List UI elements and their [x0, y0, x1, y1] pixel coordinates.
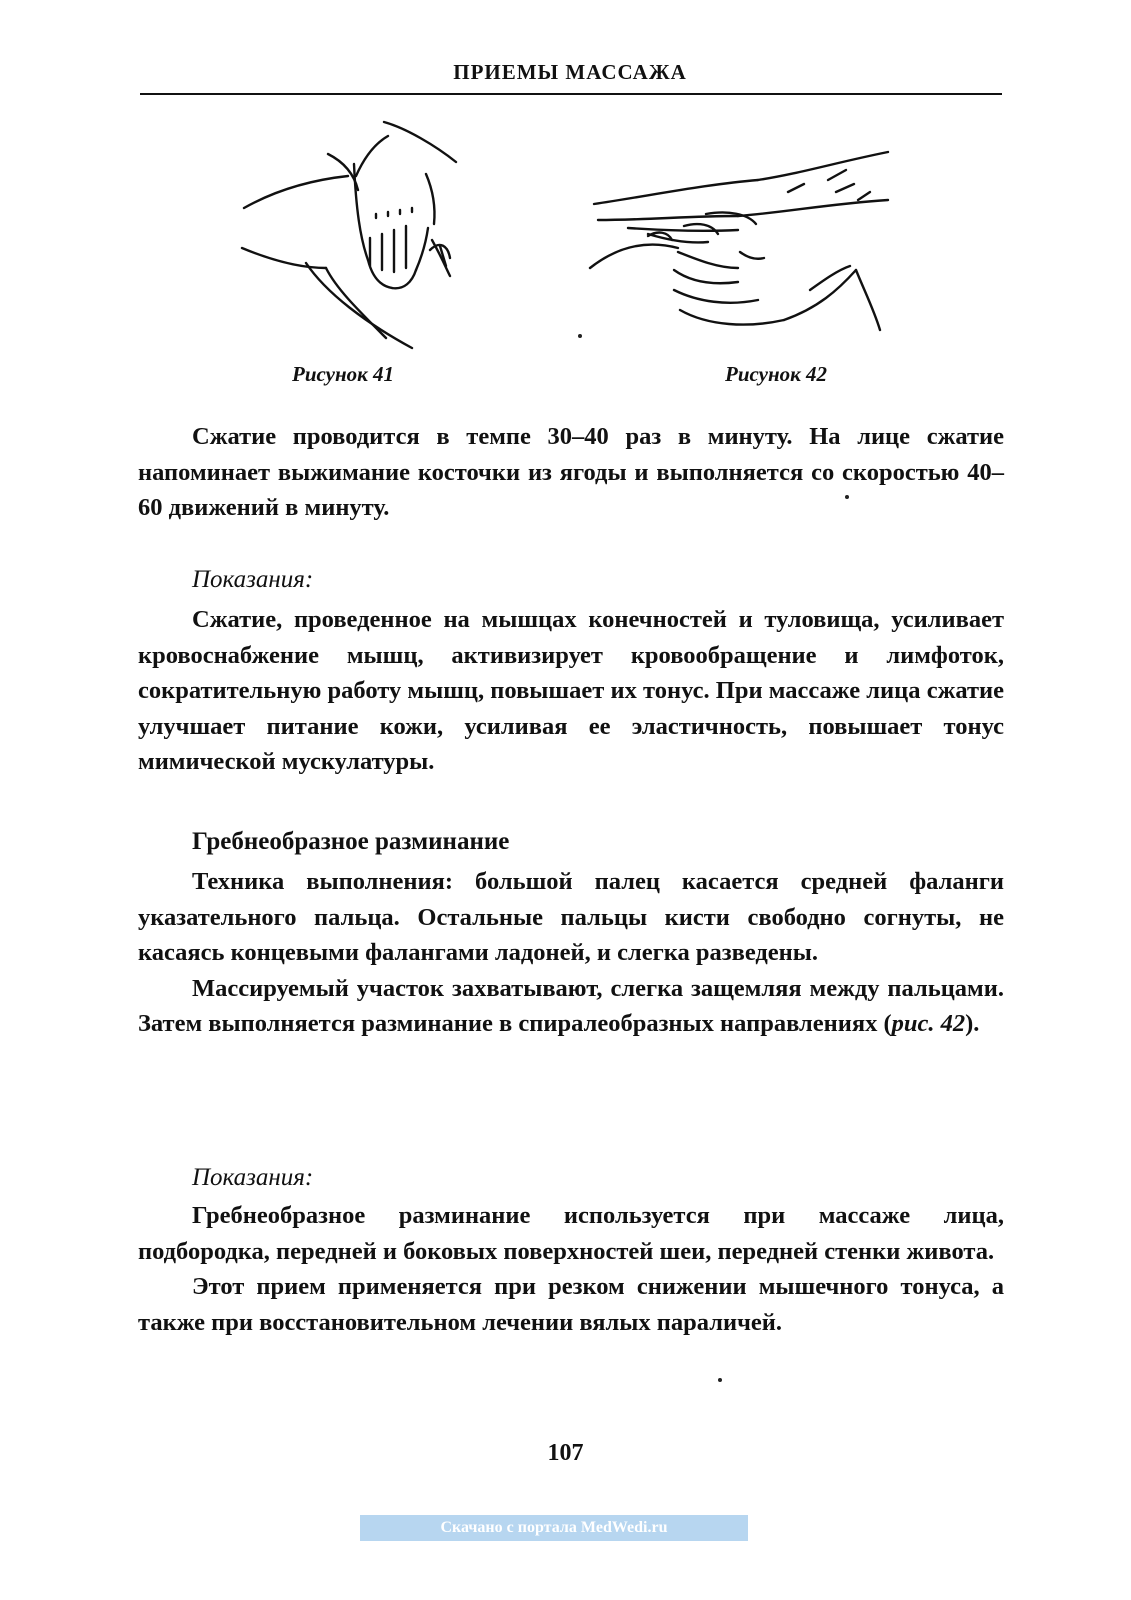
print-speck [578, 334, 582, 338]
paragraph-text: Сжатие проводится в темпе 30–40 раз в минуту. На лице сжатие напоминает выжимание косточки из ягоды и выполняется со скоростью 40–60 движений в минуту. [138, 423, 1004, 521]
indications-heading-1: Показания: [192, 566, 314, 593]
print-speck [845, 495, 849, 499]
paragraph-text: Сжатие, проведенное на мышцах конечностей и туловища, усиливает кровоснабжение мышц, активизирует кровообращение и лимфоток, сократительную работу мышц, повышает их тонус. При массаже лица сжатие улучшает питание кожи, усиливая ее эластичность, повышает тонус мимической мускулатуры. [138, 606, 1004, 775]
figure-42-caption: Рисунок 42 [725, 362, 828, 386]
page-number: 107 [547, 1440, 584, 1466]
paragraph-compression-tempo [138, 419, 1004, 526]
paragraph-grip-text: Массируемый участок захватывают, слегка защемляя между пальцами. Затем выполняется разминание в спиралеобразных направлениях ( [138, 974, 1004, 1037]
paragraph-grip-end: ). [965, 1010, 980, 1037]
section-title: Гребнеобразное разминание [192, 828, 510, 855]
indications-heading-2: Показания: [192, 1164, 314, 1191]
paragraph-comb-kneading [138, 864, 1004, 1042]
watermark-banner: Скачано с портала MedWedi.ru [360, 1515, 748, 1541]
paragraph-usage: Гребнеобразное разминание используется при массаже лица, подбородка, передней и боковых поверхностей шеи, передней стенки живота. [138, 1202, 1004, 1265]
figure-41-illustration [236, 118, 466, 356]
figure-41-caption: Рисунок 41 [292, 362, 395, 386]
figure-42-illustration [588, 140, 900, 340]
figure-reference: рис. 42 [891, 1010, 966, 1037]
running-header: ПРИЕМЫ МАССАЖА [453, 60, 687, 84]
print-speck [718, 1378, 722, 1382]
paragraph-technique: Техника выполнения: большой палец касается средней фаланги указательного пальца. Остальные пальцы кисти свободно согнуты, не касаясь концевыми фалангами ладоней, и слегка разведены. [138, 868, 1004, 966]
header-rule [140, 93, 1002, 95]
paragraph-comb-indications [138, 1198, 1004, 1340]
paragraph-application: Этот прием применяется при резком снижении мышечного тонуса, а также при восстановительном лечении вялых параличей. [138, 1273, 1004, 1336]
paragraph-grip [138, 971, 1004, 1042]
paragraph-compression-indications [138, 602, 1004, 780]
